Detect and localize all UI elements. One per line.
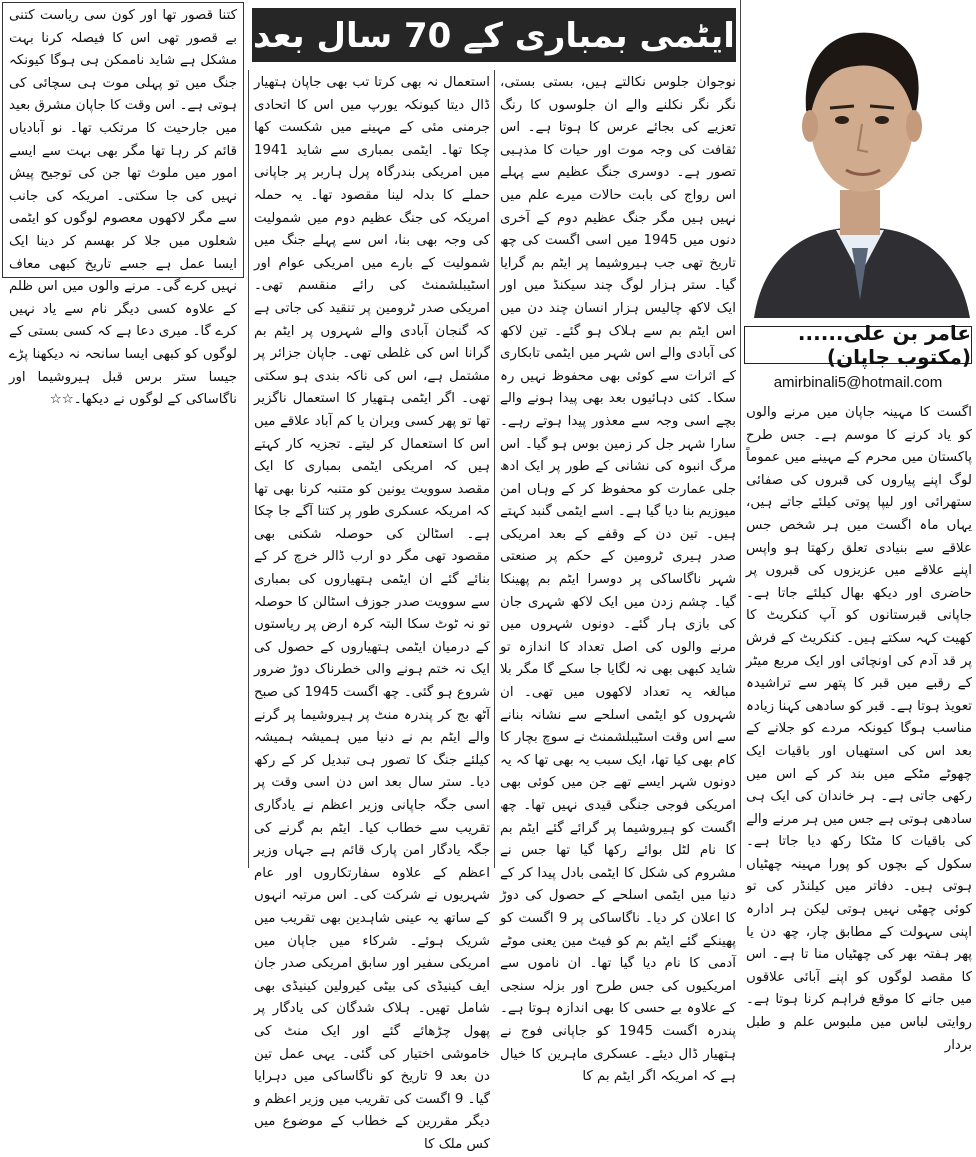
sidebar-article-box bbox=[2, 2, 244, 408]
article-text: نوجوان جلوس نکالتے ہیں، بستی بستی، نگر نگر نکلنے والے ان جلوسوں کا رنگ تعزیے کی بجائے عرس کا ہوتا ہے۔ اس ثقافت کی وجہ موت اور حیات کا مذہبی تصور ہے۔ دوسری جنگ عظیم سے پہلے اس رواج کی بابت حالات میرے علم میں نہیں ہیں مگر جنگ عظیم دوم کے آخری دنوں میں 1945 میں اسی اگست کی چھ تاریخ تھی جب ہیروشیما پر ایٹم بم گرایا گیا۔ ستر ہزار لوگ چند سیکنڈ میں اور ایک لاکھ چالیس ہزار انسان چند دن میں اس ایٹم بم سے ہلاک ہو گئے۔ تین لاکھ کی آبادی والے اس شہر میں ایٹمی تابکاری کے اثرات سے کوئی بھی محفوظ نہیں رہ سکا۔ کئی دہائیوں بعد بھی پیدا ہونے والے بچے اسی وجہ سے معذور پیدا ہوتے رہے۔ سارا شہر جل کر زمین بوس ہو گیا۔ اس مرگ انبوہ کی نشانی کے طور پر ایک ادھ جلی عمارت کو محفوظ کر کے وہاں امن میوزیم بنا دیا گیا ہے۔ اسے ایٹمی گنبد کہتے ہیں۔ تین دن کے وقفے کے بعد امریکی صدر ہیری ٹرومین کے حکم پر صنعتی شہر ناگاساکی پر دوسرا ایٹم بم پھینکا گیا۔ چشم زدن میں ایک لاکھ شہری جان کی بازی ہار گئے۔ دونوں شہروں میں مرنے والوں کی اصل تعداد کا اندازہ تو شاید کبھی بھی نہ لگایا جا سکے گا مگر بلا مبالغہ یہ تعداد لاکھوں میں تھی۔ ان شہروں کو ایٹمی اسلحے سے نشانہ بنانے سے اس وقت اسٹیبلشمنٹ نے سوچ بچار کا کام بھی کیا تھا، ایک سبب یہ بھی تھا کہ یہ دونوں شہر ایسے تھے جن میں کوئی بھی امریکی فوجی جنگی قیدی نہیں تھا۔ چھ اگست کو ہیروشیما پر گرائے گئے ایٹم بم کا نام لٹل بوائے رکھا گیا تھا جس نے مشروم کی شکل کا ایٹمی بادل پیدا کر کے دنیا میں ایٹمی اسلحے کے حصول کی دوڑ کا اعلان کر دیا۔ ناگاساکی پر 9 اگست کو پھینکے گئے ایٹم بم کو فیٹ مین یعنی موٹے آدمی کا نام دیا گیا تھا۔ ان ناموں سے امریکیوں کی جس طرح اور بزلہ سنجی کے علاوہ بے حسی کا بھی اندازہ ہوتا ہے۔ پندرہ اگست 1945 کو جاپانی فوج نے ہتھیار ڈال دیئے۔ عسکری ماہرین کا خیال ہے کہ امریکہ اگر ایٹم بم کا bbox=[500, 75, 737, 1085]
article-column-left bbox=[9, 5, 237, 408]
headline-banner bbox=[252, 8, 736, 62]
author-byline bbox=[744, 321, 972, 369]
headline: ایٹمی بمباری کے 70 سال بعد bbox=[253, 15, 735, 56]
article-text: کتنا قصور تھا اور کون سی ریاست کتنی بے قصور تھی اس کا فیصلہ کرنا بہت مشکل ہے شاید ناممکن ہی ہوگا کیونکہ جنگ میں تو پہلی موت ہی سچائی کی ہوتی ہے۔ اس وقت کا جاپان مشرق بعید میں جارحیت کا مرتکب تھا۔ نو آبادیاں قائم کر رہا تھا مگر بھی بہت سے ایسے امور میں ملوث تھا جن کی توجیح پیش نہیں کی جا سکتی۔ امریکہ کی جانب سے مگر لاکھوں معصوم لوگوں کو ایٹمی شعلوں میں جلا کر بھسم کر دینا ایک ایسا عمل ہے جسے تاریخ کبھی معاف نہیں کرے گی۔ مرنے والوں میں اس ظلم کے علاوہ کسی دیگر نام سے یاد نہیں کرے گا۔ میری دعا ہے کہ کسی بستی کے لوگوں کو کبھی ایسا سانحہ نہ دیکھنا پڑے جیسا ستر برس قبل ہیروشیما اور ناگاساکی کے لوگوں نے دیکھا۔☆☆ bbox=[9, 8, 237, 408]
article-text: اگست کا مہینہ جاپان میں مرنے والوں کو یاد کرنے کا موسم ہے۔ جس طرح پاکستان میں محرم کے مہینے میں عموماً لوگ اپنے پیاروں کی قبروں کی صفائی ستھرائی اور لیپا پوتی کیلئے جاتے ہیں، یہاں ماہ اگست میں ہر شخص جس علاقے سے بنیادی تعلق رکھتا ہو واپس اپنے علاقے میں عزیزوں کی قبروں پر حاضری اور دیکھ بھال کیلئے جاتا ہے۔ جاپانی قبرستانوں کو آپ کنکریٹ کا کھیت کہہ سکتے ہیں۔ کنکریٹ کے فرش پر قد آدم کی اونچائی اور ایک مربع میٹر کے رقبے میں قبر کا پتھر سے تراشیدہ تعویذ ہوتا ہے۔ قبر کو سادھی کہنا زیادہ مناسب ہوگا کیونکہ مردے کو جلانے کے بعد اس کی استھیاں اور باقیات ایک چھوٹے مٹکے میں بند کر کے اس میں رکھی جاتی ہے۔ ہر خاندان کی ایک ہی سادھی ہوتی ہے جس میں ہر مرنے والے کی باقیات کا مٹکا رکھ دیا جاتا ہے۔ سکول کے بچوں کو پورا مہینہ چھٹیاں ہوتی ہیں۔ دفاتر میں کیلنڈر کی تو کوئی چھٹی نہیں ہوتی لیکن ہر ادارہ اپنی سہولت کے مطابق چار، چھ دن یا پھر ہفتہ بھر کی چھٹیاں منا تا ہے۔ اس کا مقصد لوگوں کو اپنے آبائی علاقوں میں جانے کا موقع فراہم کرنا ہوتا ہے۔ روایتی لباس میں ملبوس علم و طبل بردار bbox=[746, 405, 972, 1053]
column-divider bbox=[248, 70, 249, 868]
column-divider bbox=[740, 0, 741, 868]
article-column-2 bbox=[254, 72, 490, 1152]
article-column-opening bbox=[746, 402, 972, 1053]
column-divider bbox=[494, 70, 495, 868]
author-name: عامر بن علی......(مکتوب جاپان) bbox=[797, 321, 971, 369]
author-email[interactable]: amirbinali5@hotmail.com bbox=[773, 374, 943, 391]
author-portrait-image bbox=[744, 0, 976, 318]
article-text: استعمال نہ بھی کرتا تب بھی جاپان ہتھیار ڈال دیتا کیونکہ یورپ میں اس کا اتحادی جرمنی مئی کے مہینے میں شکست کھا چکا تھا۔ ایٹمی بمباری سے شاید 1941 میں امریکی بندرگاہ پرل ہاربر پر جاپانی حملے کا بدلہ لینا مقصود تھا۔ یہ حملہ امریکہ کی جنگ عظیم دوم میں شمولیت کی وجہ بھی بنا، اس سے پہلے جنگ میں شمولیت کے بارے میں امریکی عوام اور اسٹیبلشمنٹ کی رائے منقسم تھی۔ امریکی صدر ٹرومین پر تنقید کی جاتی ہے کہ گنجان آبادی والے شہروں پر ایٹم بم گرانا اس کی غلطی تھی۔ جاپان جزائر پر مشتمل ہے، اس کی ناکہ بندی ہو سکتی تھی۔ اگر ایٹمی ہتھیار کا استعمال ناگزیر تھا تو پھر کسی ویران یا کم آباد علاقے میں اس کا استعمال کر لیتے۔ تجزیہ کار کہتے ہیں کہ امریکی ایٹمی بمباری کا ایک مقصد سوویت یونین کو متنبہ کرنا بھی تھا کہ امریکہ عسکری طور پر کتنا آگے جا چکا ہے۔ اسٹالن کی حوصلہ شکنی بھی مقصود تھی مگر دو ارب ڈالر خرچ کر کے بنائے گئے ان ایٹمی ہتھیاروں کی بمباری سے سوویت صدر جوزف اسٹالن کا حوصلہ تو نہ ٹوٹ سکا البتہ کرہ ارض پر ریاستوں کے درمیان ایٹمی ہتھیاروں کے حصول کی ایک نہ ختم ہونے والی خطرناک دوڑ ضرور شروع ہو گئی۔ چھ اگست 1945 کی صبح آٹھ بج کر پندرہ منٹ پر ہیروشیما پر گرنے والے ایٹم بم نے دنیا میں ہمیشہ ہمیشہ کیلئے جنگ کا تصور ہی تبدیل کر کے رکھ دیا۔ ستر سال بعد اس دن اسی وقت پر اسی جگہ جاپانی وزیر اعظم نے یادگاری تقریب سے خطاب کیا۔ ایٹم بم گرنے کی جگہ یادگار امن پارک قائم ہے جہاں وزیر اعظم کے علاوہ سفارتکاروں اور عام شہریوں نے شرکت کی۔ اس مرتبہ انہوں کے ساتھ یہ عینی شاہدین بھی تقریب میں شریک ہوئے۔ شرکاء میں جاپان میں امریکی سفیر اور سابق امریکی صدر جان ایف کینیڈی کی بیٹی کیرولین کینیڈی بھی شامل تھیں۔ ہلاک شدگان کی یادگار پر پھول چڑھائے گئے اور ایک منٹ کی خاموشی اختیار کی گئی۔ یہی عمل تین دن بعد 9 تاریخ کو ناگاساکی میں دہرایا گیا۔ 9 اگست کی تقریب میں وزیر اعظم و دیگر مقررین کے خطاب کے موضوع میں کس ملک کا bbox=[254, 75, 490, 1152]
article-column-1 bbox=[500, 72, 737, 1085]
author-photo bbox=[744, 0, 976, 318]
